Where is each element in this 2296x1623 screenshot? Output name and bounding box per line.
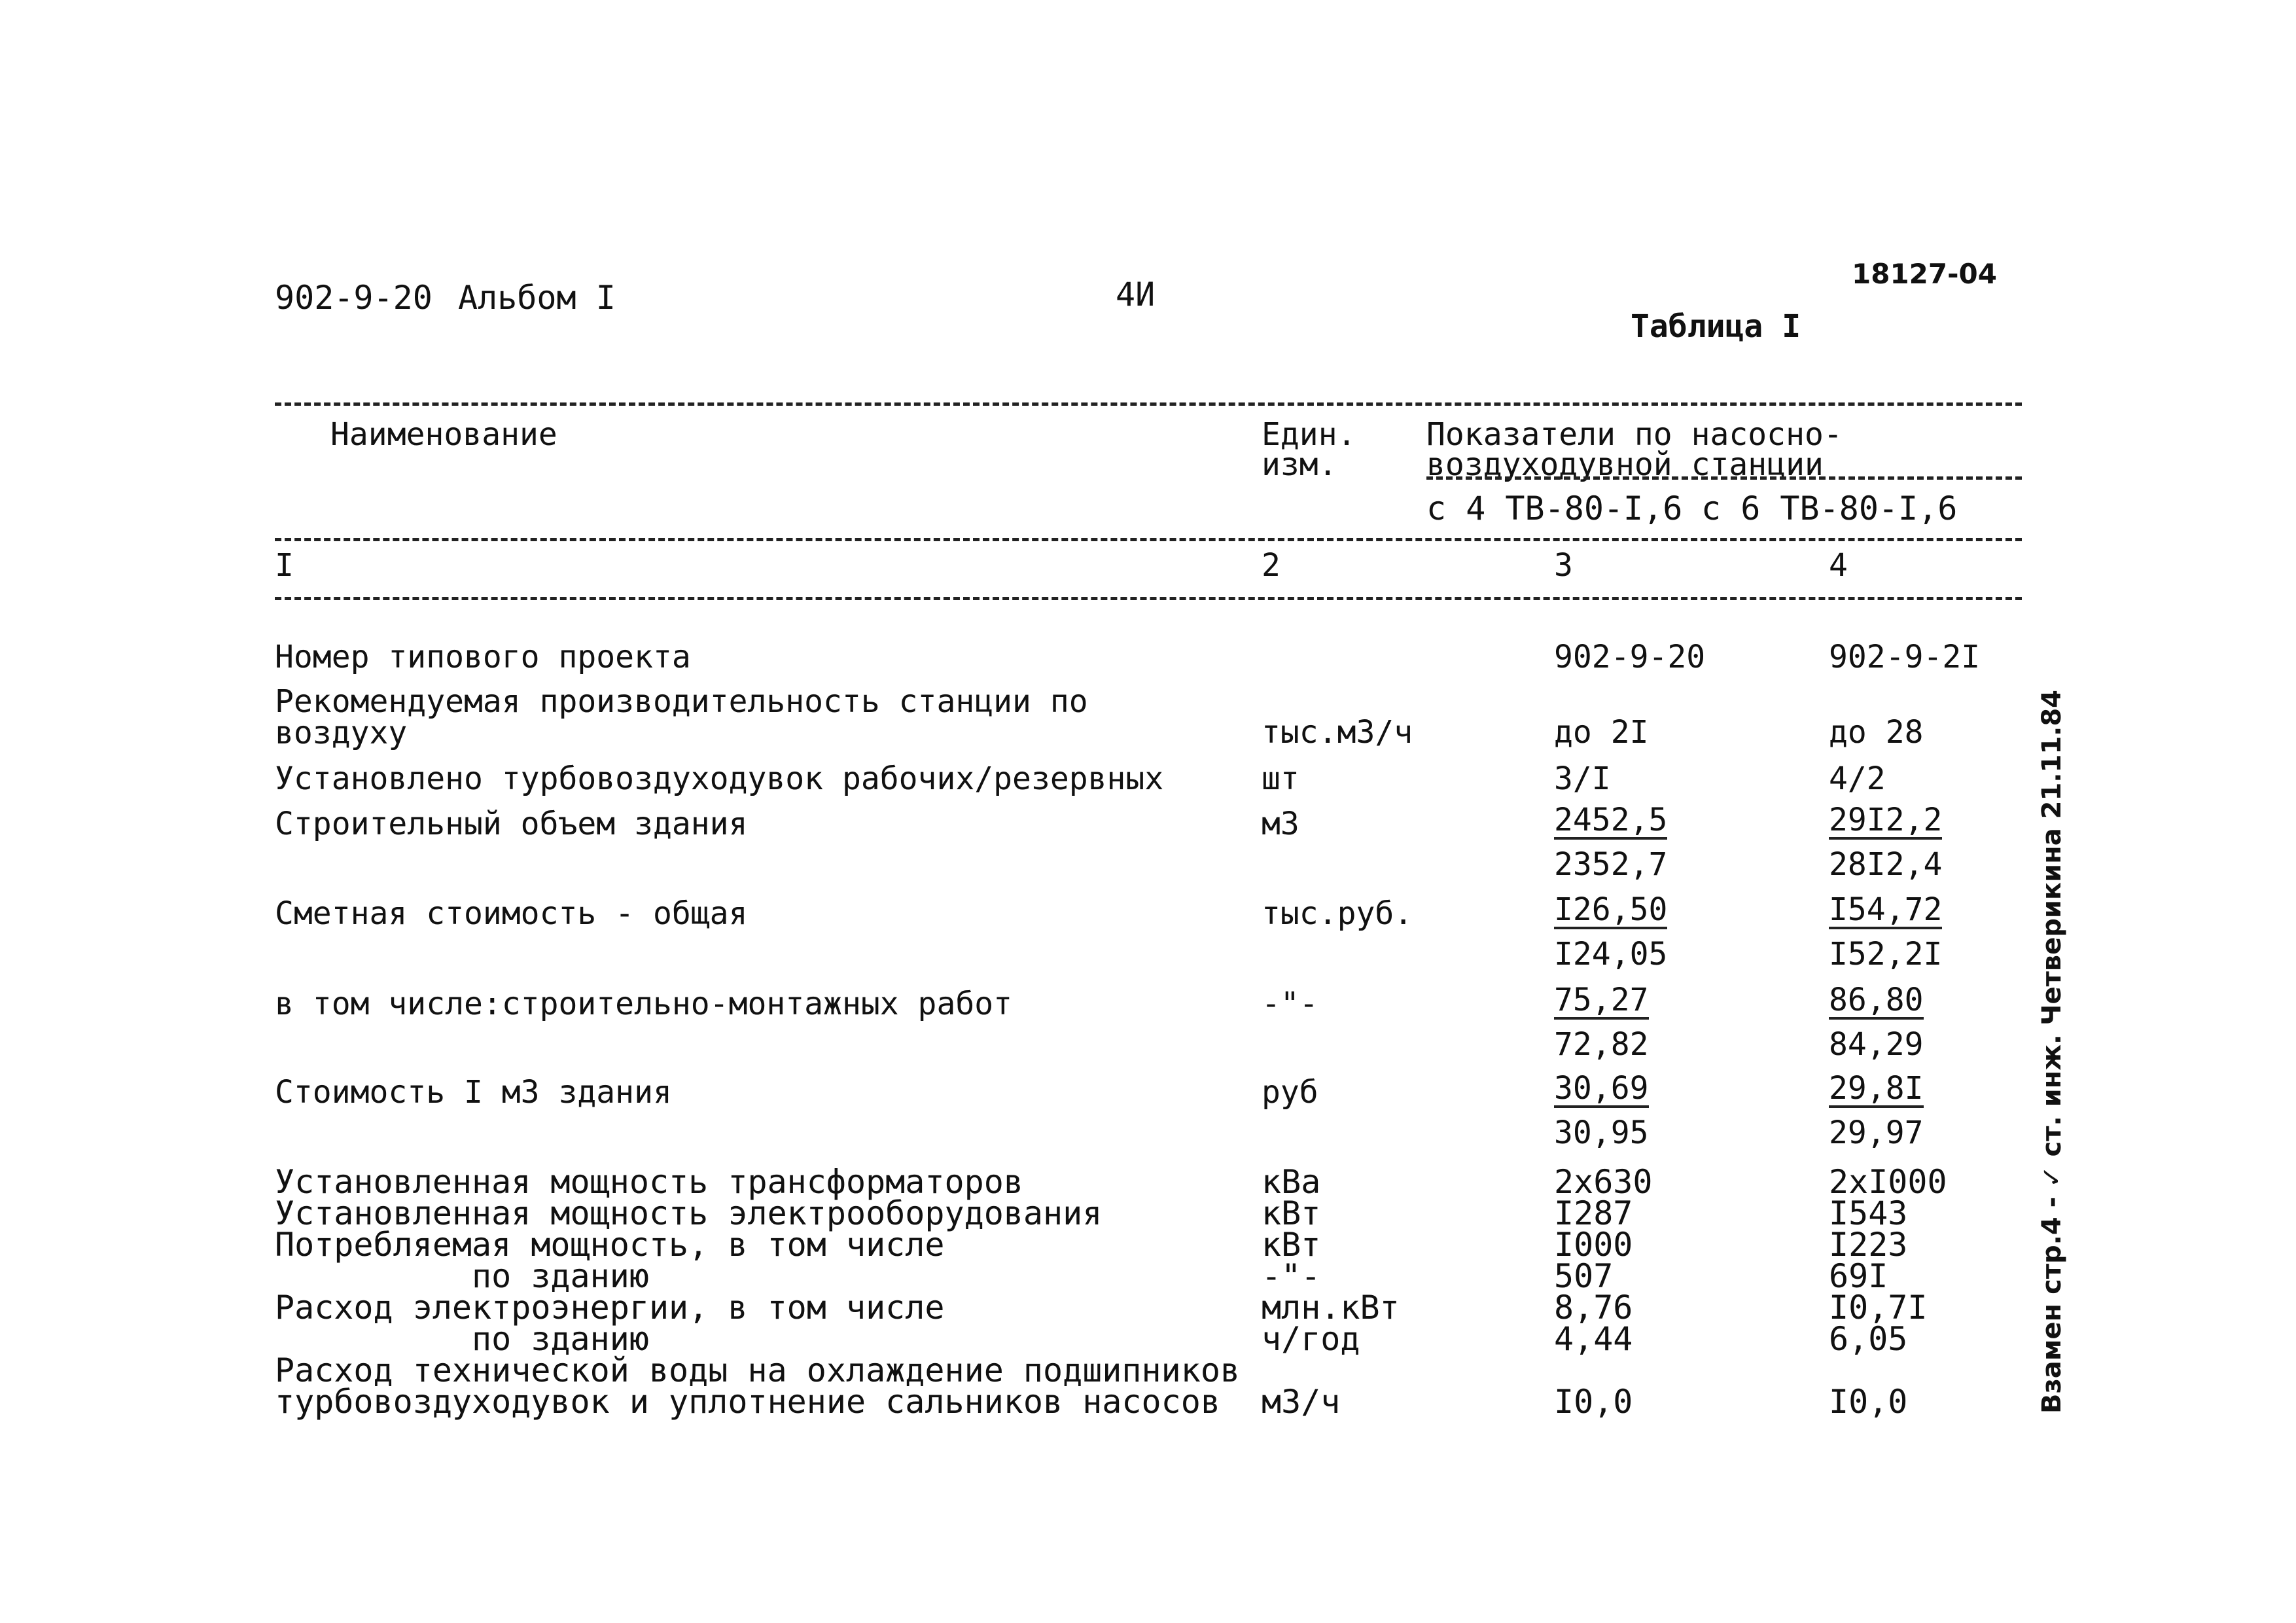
col-header-variant-b: с 6 ТВ-80-I,6 [1701, 490, 1958, 527]
row-value-4-numerator: 86,80 [1829, 982, 1924, 1018]
row-unit: -"- [1262, 986, 1318, 1022]
row-value-4-numerator: I54,72 [1829, 891, 1943, 928]
row-value-3-numerator: I26,50 [1554, 891, 1668, 928]
album-label: Альбом I [458, 279, 616, 317]
row-value-4-denominator: 28I2,4 [1829, 846, 1943, 883]
row-name-capacity: Рекомендуемая производительность станции по воздуху [275, 683, 1088, 751]
row-value-4: 4/2 [1829, 760, 1886, 797]
row-value-3: 3/I [1554, 760, 1611, 797]
row-name-construction-works: в том числе:строительно-монтажных работ [275, 986, 1013, 1022]
row-value-3-numerator: 30,69 [1554, 1070, 1649, 1107]
col-header-name: Наименование [330, 416, 557, 453]
archive-number: 18127-04 [1852, 258, 1997, 290]
page-mark: 4И [1116, 276, 1156, 313]
row-name-project-number: Номер типового проекта [275, 639, 691, 675]
row-value-4-denominator: 29,97 [1829, 1115, 1924, 1151]
col-number-2: 2 [1262, 547, 1280, 584]
row-value-3-denominator: I24,05 [1554, 936, 1668, 972]
row-value-3: 902-9-20 [1554, 639, 1706, 675]
row-value-4-numerator: 29,8I [1829, 1070, 1924, 1107]
dense-col3-block: 2х630 I287 I000 507 8,76 4,44 I0,0 [1554, 1163, 1653, 1421]
row-unit: руб [1262, 1074, 1318, 1111]
row-name-building-volume: Строительный объем здания [275, 806, 748, 842]
dense-names-block: Установленная мощность трансформаторов Установленная мощность электрооборудования Потребляемая мощность, в том числе по зданию Расход электроэнергии, в том числе по зданию Расход технической воды на охлаждение подшипников турбовоздуходувок и уплотнение сальников насосов [275, 1163, 1241, 1421]
header-top-rule [275, 402, 2022, 406]
col-number-1: I [275, 547, 294, 584]
indicators-sub-rule [1426, 476, 2022, 480]
header-bottom-rule [275, 597, 2022, 600]
row-unit: тыс.руб. [1262, 895, 1413, 932]
row-value-3-denominator: 30,95 [1554, 1115, 1649, 1151]
row-value-3-denominator: 72,82 [1554, 1026, 1649, 1063]
replacement-stamp: Взамен стр.4 - ✓ ст. инж. Четверикина 21.11.84 [2037, 689, 2067, 1414]
col-number-4: 4 [1829, 547, 1848, 584]
row-value-3: до 2I [1554, 714, 1649, 751]
row-value-4: 902-9-2I [1829, 639, 1981, 675]
dense-units-block: кВа кВт кВт -"- млн.кВт ч/год м3/ч [1262, 1163, 1400, 1421]
row-unit: м3 [1262, 806, 1299, 842]
row-value-3-numerator: 2452,5 [1554, 802, 1668, 838]
row-name-blowers: Установлено турбовоздуходувок рабочих/резервных [275, 760, 1164, 797]
row-name-estimated-cost: Сметная стоимость - общая [275, 895, 748, 932]
col-header-unit-2: изм. [1262, 446, 1337, 483]
table-title: Таблица I [1631, 308, 1801, 345]
header-middle-rule [275, 538, 2022, 541]
row-value-3-numerator: 75,27 [1554, 982, 1649, 1018]
col-header-unit-1: Един. [1262, 416, 1356, 453]
col-header-indicators-2: воздуходувной станции [1426, 446, 1824, 483]
row-value-4-numerator: 29I2,2 [1829, 802, 1943, 838]
row-value-4-denominator: 84,29 [1829, 1026, 1924, 1063]
row-name-cost-per-m3: Стоимость I м3 здания [275, 1074, 672, 1111]
row-unit: шт [1262, 760, 1299, 797]
row-value-4: до 28 [1829, 714, 1924, 751]
col-header-variant-a: с 4 ТВ-80-I,6 [1426, 490, 1683, 527]
row-unit: тыс.м3/ч [1262, 714, 1413, 751]
col-number-3: 3 [1554, 547, 1573, 584]
dense-col4-block: 2хI000 I543 I223 69I I0,7I 6,05 I0,0 [1829, 1163, 1947, 1421]
col-header-indicators-1: Показатели по насосно- [1426, 416, 1843, 453]
doc-code: 902-9-20 [275, 279, 433, 317]
row-value-4-denominator: I52,2I [1829, 936, 1943, 972]
row-value-3-denominator: 2352,7 [1554, 846, 1668, 883]
